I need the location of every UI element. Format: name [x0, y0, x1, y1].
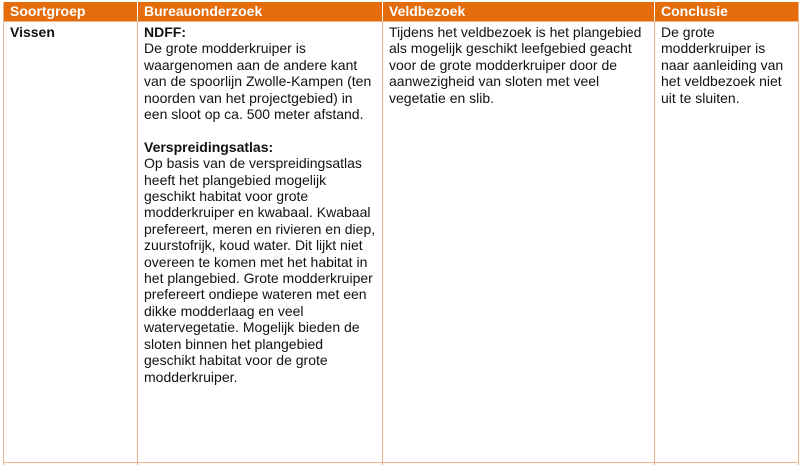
conclusie-text: De grote modderkruiper is naar aanleiding van het veldbezoek niet uit te sluiten.	[661, 24, 784, 106]
header-veldbezoek: Veldbezoek	[383, 2, 655, 21]
table-row	[4, 22, 798, 465]
ndff-text: De grote modderkruiper is waargenomen aan de andere kant van de spoorlijn Zwolle-Kampen (ten noorden van het projectgebied) in een sloot op ca. 500 meter afstand.	[144, 40, 372, 123]
header-conclusie: Conclusie	[661, 3, 728, 19]
cell-bureauonderzoek	[138, 22, 383, 465]
cell-soortgroep	[4, 22, 138, 465]
atlas-text: Op basis van de verspreidingsatlas heeft het plangebied mogelijk geschikt habitat voor grote modderkruiper en kwabaal. Kwabaal prefereert, meren en rivieren en diep, zuurstofrijk, koud water. Dit lijkt niet overeen te komen met het habitat in het plangebied. Grote modderkruiper prefereert ondiepe wateren met een dikke modderlaag en veel watervegetatie. Mogelijk bieden de sloten binnen het plangebied geschikt habitat voor de grote modderkruiper.	[144, 155, 376, 385]
paragraph-gap	[144, 122, 376, 138]
cell-conclusie	[655, 22, 798, 465]
table-bottom-border	[3, 462, 799, 463]
veldbezoek-text: Tijdens het veldbezoek is het plangebied als mogelijk geschikt leefgebied geacht voor de grote modderkruiper door de aanwezigheid van sloten met veel vegetatie en slib.	[389, 24, 642, 106]
table-header-row	[4, 2, 798, 22]
header-bureauonderzoek: Bureauonderzoek	[138, 2, 383, 21]
cell-veldbezoek	[383, 22, 655, 465]
ndff-title: NDFF:	[144, 24, 186, 40]
species-table	[3, 2, 799, 465]
atlas-title: Verspreidingsatlas:	[144, 138, 274, 155]
header-soortgroep: Soortgroep	[4, 2, 138, 21]
species-group-label: Vissen	[10, 24, 55, 40]
